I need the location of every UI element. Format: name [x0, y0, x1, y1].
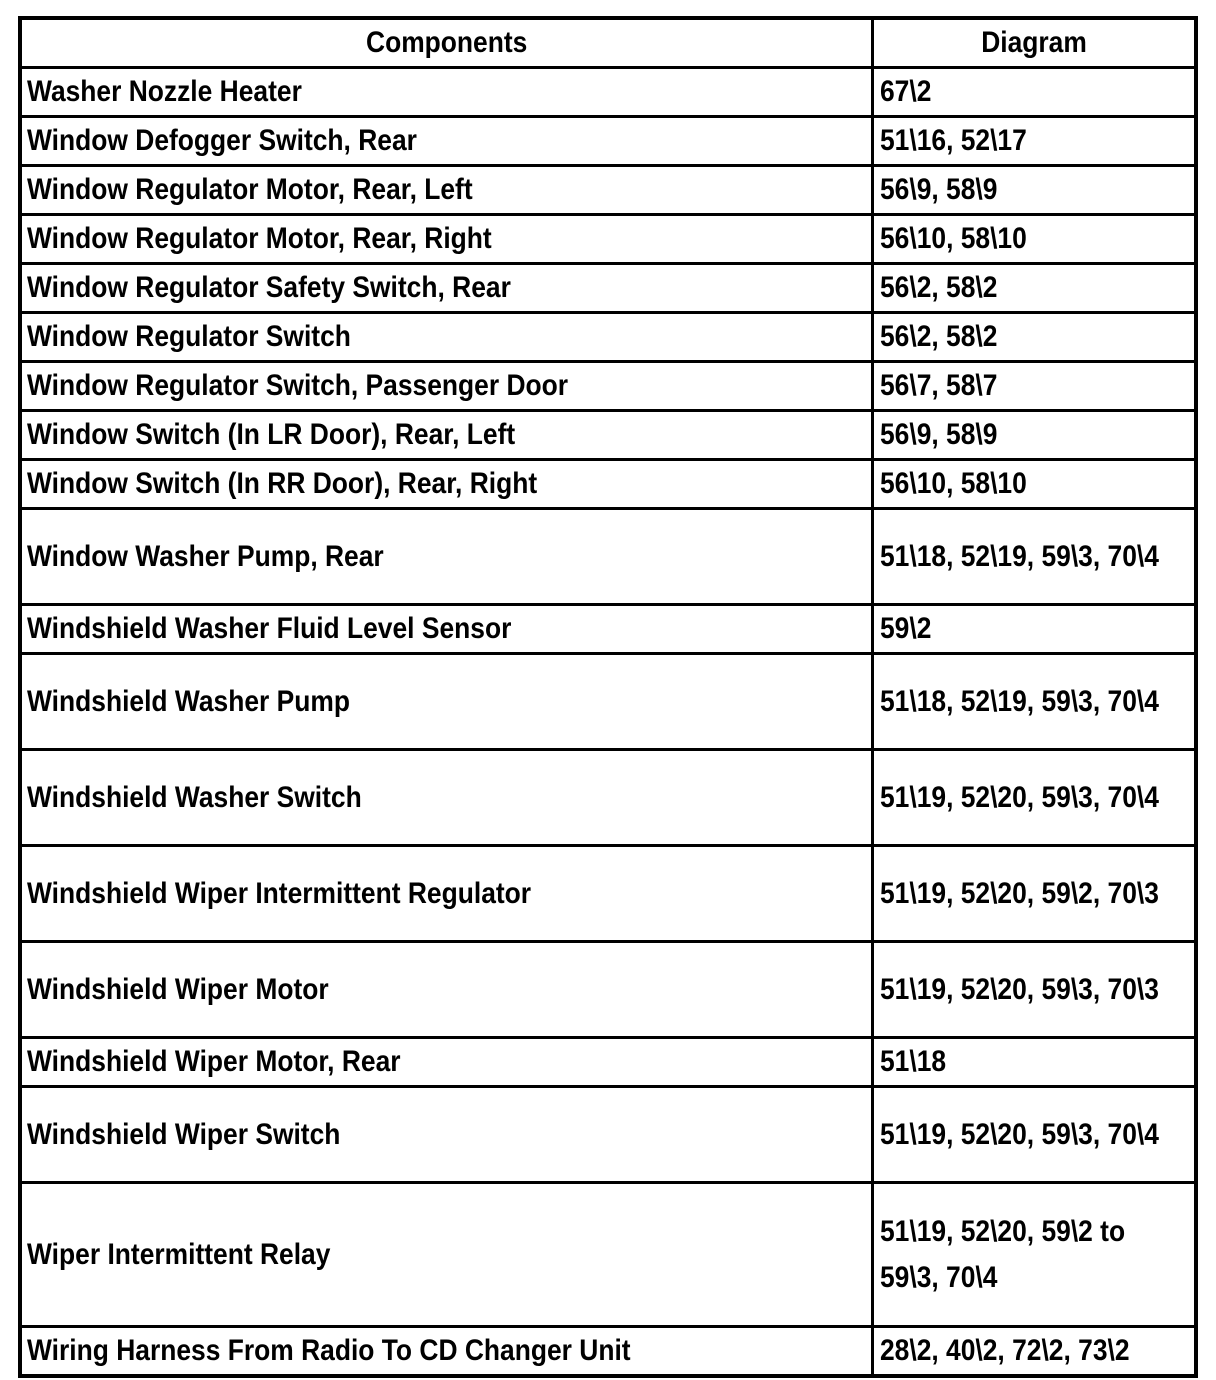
diagram-cell [872, 264, 1196, 313]
table-row [20, 264, 1196, 313]
component-cell [20, 1038, 872, 1087]
component-cell [20, 1327, 872, 1377]
table-row [20, 117, 1196, 166]
diagram-cell [872, 942, 1196, 1038]
table-row [20, 942, 1196, 1038]
component-name: Windshield Washer Pump [27, 684, 350, 718]
table-row [20, 654, 1196, 750]
diagram-cell [872, 166, 1196, 215]
component-name: Window Regulator Safety Switch, Rear [27, 271, 511, 304]
diagram-cell [872, 509, 1196, 605]
table-row [20, 1038, 1196, 1087]
table-row [20, 460, 1196, 509]
component-cell [20, 942, 872, 1038]
diagram-reference: 56\7, 58\7 [879, 369, 997, 402]
table-row [20, 215, 1196, 264]
diagram-reference: 51\19, 52\20, 59\3, 70\3 [879, 972, 1159, 1006]
table-row [20, 411, 1196, 460]
component-cell [20, 215, 872, 264]
diagram-cell [872, 411, 1196, 460]
component-name: Window Regulator Switch, Passenger Door [27, 369, 569, 402]
table-row [20, 68, 1196, 117]
header-row [20, 18, 1196, 68]
diagram-reference: 51\19, 52\20, 59\2, 70\3 [879, 876, 1159, 910]
table-row [20, 166, 1196, 215]
component-name: Windshield Wiper Motor, Rear [27, 1045, 401, 1078]
diagram-cell [872, 1183, 1196, 1327]
component-name: Windshield Wiper Intermittent Regulator [27, 876, 532, 910]
component-name: Window Switch (In LR Door), Rear, Left [27, 418, 516, 451]
component-name: Window Defogger Switch, Rear [27, 124, 417, 157]
component-cell [20, 846, 872, 942]
table-row [20, 313, 1196, 362]
table-row [20, 846, 1196, 942]
header-diagram [872, 18, 1196, 68]
diagram-cell [872, 68, 1196, 117]
component-cell [20, 362, 872, 411]
diagram-cell [872, 460, 1196, 509]
diagram-reference: 56\9, 58\9 [879, 418, 997, 451]
table-row [20, 605, 1196, 654]
diagram-cell [872, 362, 1196, 411]
component-name: Window Switch (In RR Door), Rear, Right [27, 467, 538, 500]
component-cell [20, 68, 872, 117]
component-name: Windshield Wiper Switch [27, 1117, 341, 1151]
header-components-label: Components [365, 26, 527, 59]
table-row [20, 509, 1196, 605]
diagram-cell [872, 117, 1196, 166]
diagram-cell [872, 654, 1196, 750]
table-row [20, 1087, 1196, 1183]
component-name: Windshield Washer Switch [27, 780, 362, 814]
diagram-reference: 67\2 [879, 75, 931, 108]
header-components [20, 18, 872, 68]
diagram-cell [872, 1327, 1196, 1377]
component-name: Window Regulator Motor, Rear, Right [27, 222, 492, 255]
component-cell [20, 750, 872, 846]
diagram-reference: 28\2, 40\2, 72\2, 73\2 [879, 1334, 1130, 1367]
diagram-reference: 59\2 [879, 612, 931, 645]
diagram-reference: 56\2, 58\2 [879, 271, 997, 304]
table-row [20, 362, 1196, 411]
diagram-cell [872, 1038, 1196, 1087]
diagram-cell [872, 750, 1196, 846]
diagram-reference: 56\9, 58\9 [879, 173, 997, 206]
component-cell [20, 411, 872, 460]
component-name: Window Washer Pump, Rear [27, 539, 384, 573]
component-name: Windshield Wiper Motor [27, 972, 329, 1006]
component-cell [20, 605, 872, 654]
diagram-reference: 56\2, 58\2 [879, 320, 997, 353]
component-name: Wiper Intermittent Relay [27, 1237, 331, 1271]
component-cell [20, 1087, 872, 1183]
diagram-cell [872, 313, 1196, 362]
diagram-reference: 51\18 [879, 1045, 946, 1078]
component-cell [20, 313, 872, 362]
component-cell [20, 166, 872, 215]
component-cell [20, 460, 872, 509]
component-name: Washer Nozzle Heater [27, 75, 302, 108]
diagram-cell [872, 1087, 1196, 1183]
table-row [20, 1183, 1196, 1327]
diagram-reference: 51\19, 52\20, 59\2 to 59\3, 70\4 [879, 1214, 1125, 1294]
header-diagram-label: Diagram [980, 26, 1087, 59]
component-name: Windshield Washer Fluid Level Sensor [27, 612, 512, 645]
components-table [18, 16, 1198, 1378]
component-name: Window Regulator Motor, Rear, Left [27, 173, 473, 206]
component-cell [20, 117, 872, 166]
component-name: Window Regulator Switch [27, 320, 351, 353]
diagram-reference: 51\19, 52\20, 59\3, 70\4 [879, 780, 1159, 814]
diagram-cell [872, 846, 1196, 942]
diagram-reference: 51\19, 52\20, 59\3, 70\4 [879, 1117, 1159, 1151]
diagram-reference: 56\10, 58\10 [879, 467, 1027, 500]
diagram-reference: 56\10, 58\10 [879, 222, 1027, 255]
table-row [20, 1327, 1196, 1377]
table-body [20, 68, 1196, 1377]
component-cell [20, 509, 872, 605]
component-cell [20, 264, 872, 313]
diagram-reference: 51\18, 52\19, 59\3, 70\4 [879, 684, 1159, 718]
diagram-reference: 51\16, 52\17 [879, 124, 1027, 157]
component-name: Wiring Harness From Radio To CD Changer Unit [27, 1334, 631, 1367]
component-cell [20, 654, 872, 750]
diagram-cell [872, 215, 1196, 264]
diagram-reference: 51\18, 52\19, 59\3, 70\4 [879, 539, 1159, 573]
table-header [20, 18, 1196, 68]
table-row [20, 750, 1196, 846]
component-cell [20, 1183, 872, 1327]
diagram-cell [872, 605, 1196, 654]
